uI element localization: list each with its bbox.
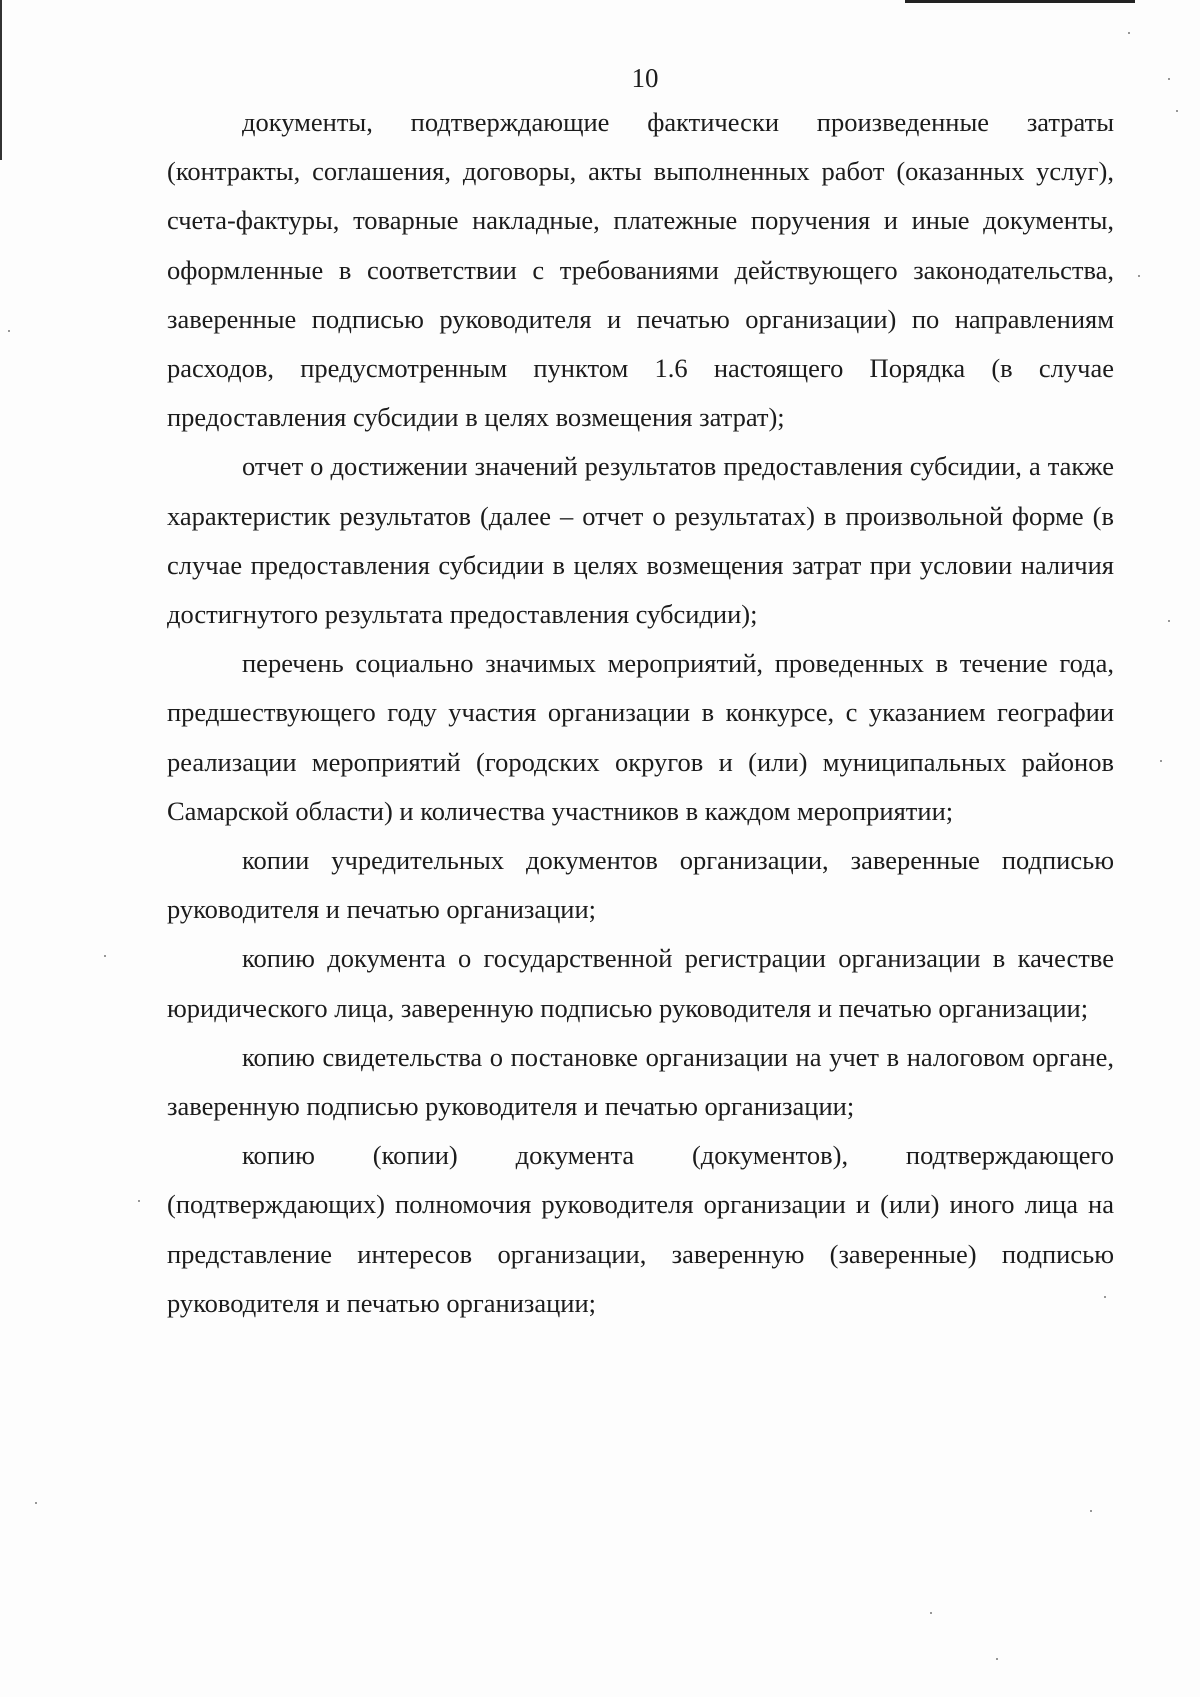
scan-speck	[35, 1502, 37, 1504]
scan-speck	[104, 955, 106, 957]
scan-speck	[930, 1612, 932, 1614]
scan-speck	[1168, 78, 1170, 80]
document-body	[167, 98, 1114, 1328]
paragraph-cost-documents: документы, подтверждающие фактически произведенные затраты (контракты, соглашения, договоры, акты выполненных работ (оказанных услуг), счета-фактуры, товарные накладные, платежные поручения и иные документы, оформленные в соответствии с требованиями действующего законодательства, заверенные подписью руководителя и печатью организации) по направлениям расходов, предусмотренным пунктом 1.6 настоящего Порядка (в случае предоставления субсидии в целях возмещения затрат);	[167, 107, 1114, 433]
scan-speck	[138, 1200, 140, 1202]
paragraph-results-report: отчет о достижении значений результатов предоставления субсидии, а также характеристик результатов (далее – отчет о результатах) в произвольной форме (в случае предоставления субсидии в целях возмещения затрат при условии наличия достигнутого результата предоставления субсидии);	[167, 451, 1114, 630]
scan-speck	[1128, 32, 1130, 34]
scan-speck	[1176, 110, 1178, 112]
paragraph-founding-documents: копии учредительных документов организации, заверенные подписью руководителя и печатью организации;	[167, 845, 1114, 925]
scan-speck	[996, 1658, 998, 1660]
paragraph-registration-document: копию документа о государственной регистрации организации в качестве юридического лица, заверенную подписью руководителя и печатью организации;	[167, 943, 1114, 1023]
paragraph-events-list: перечень социально значимых мероприятий, проведенных в течение года, предшествующего году участия организации в конкурсе, с указанием географии реализации мероприятий (городских округов и (или) муниципальных районов Самарской области) и количества участников в каждом мероприятии;	[167, 648, 1114, 826]
page-number: 10	[631, 63, 659, 93]
scan-speck	[1168, 620, 1170, 622]
scan-edge-line-top	[905, 0, 1135, 3]
paragraph-tax-certificate: копию свидетельства о постановке организации на учет в налоговом органе, заверенную подписью руководителя и печатью организации;	[167, 1041, 1114, 1122]
scan-speck	[1090, 1510, 1092, 1512]
scan-speck	[8, 330, 10, 332]
paragraph-authority-documents: копию (копии) документа (документов), подтверждающего (подтверждающих) полномочия руководителя организации и (или) иного лица на представление интересов организации, заверенную (заверенные) подписью руководителя и печатью организации;	[167, 1140, 1114, 1318]
scan-speck	[1160, 760, 1162, 762]
scan-speck	[1104, 1296, 1106, 1298]
scan-speck	[1138, 275, 1140, 277]
